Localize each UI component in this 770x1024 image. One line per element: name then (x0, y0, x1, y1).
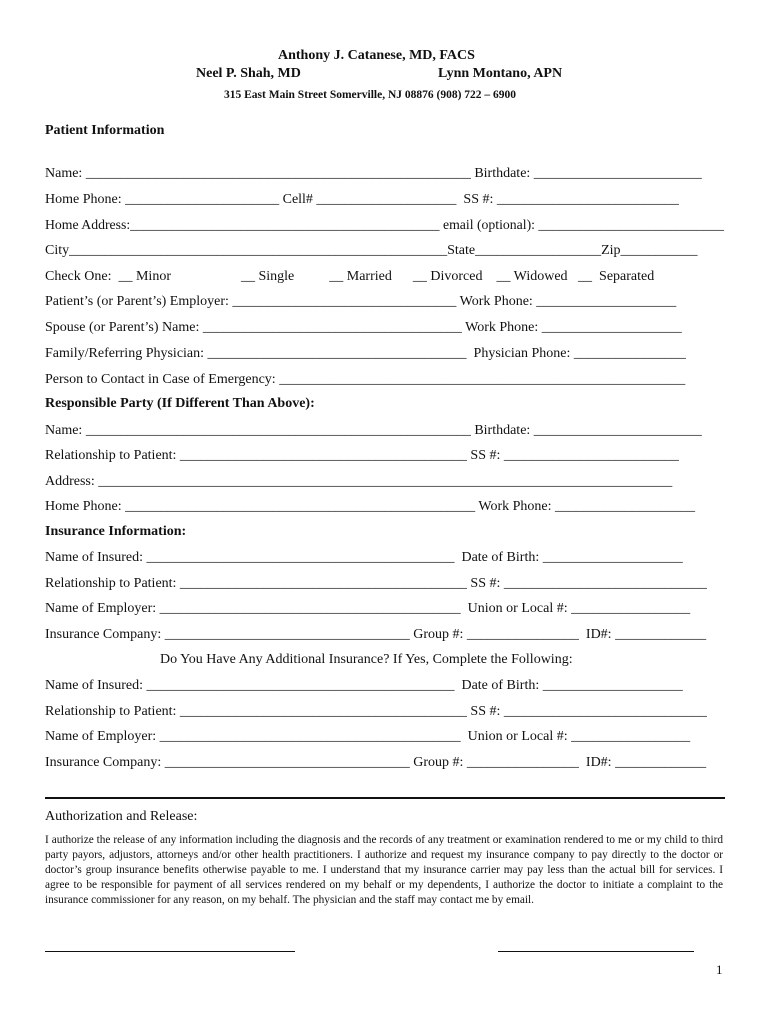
doctor-name-1: Anthony J. Catanese, MD, FACS (278, 48, 475, 63)
responsible-name-line[interactable]: Name: _______________________________________________________ Birthdate: ________________________ (45, 423, 702, 438)
insurance-section-title: Insurance Information: (45, 524, 187, 539)
insured-relationship-line[interactable]: Relationship to Patient: _________________________________________ SS #: _____________________________ (45, 576, 707, 591)
authorization-text: I authorize the release of any information including the diagnosis and the records of any treatment or examination rendered to me or my child to third party payors, adjustors, attorneys and/or other health practitioners. I authorize and request my insurance company to pay directly to the doctor or doctor’s group insurance benefits otherwise payable to me. I understand that my insurance carrier may pay less than the actual bill for services. I agree to be responsible for payment of all services rendered on my behalf or my dependents, I authorize the doctor to initiate a complaint to the insurance commissioner for any reason, on my behalf. The physician and the staff may contact me by email. (45, 834, 723, 906)
responsible-address-line[interactable]: Address: __________________________________________________________________________________ (45, 474, 673, 489)
patient-address-line[interactable]: Home Address:_____________________________________________ email (optional): ___________________________ (45, 217, 725, 232)
patient-section-title: Patient Information (45, 123, 165, 138)
page-number: 1 (716, 962, 723, 977)
section-divider (45, 797, 725, 799)
marital-status-line[interactable]: Check One: __ Minor __ Single __ Married __ Divorced __ Widowed __ Separated (45, 269, 655, 284)
doctor-name-3: Lynn Montano, APN (438, 66, 563, 81)
additional-insured-relationship-line[interactable]: Relationship to Patient: _________________________________________ SS #: _____________________________ (45, 704, 707, 719)
additional-insured-name-line[interactable]: Name of Insured: ____________________________________________ Date of Birth: ____________________ (45, 678, 683, 693)
signature-line[interactable] (45, 951, 295, 952)
doctor-name-2: Neel P. Shah, MD (196, 66, 301, 81)
insured-name-line[interactable]: Name of Insured: ____________________________________________ Date of Birth: ____________________ (45, 550, 683, 565)
practice-address: 315 East Main Street Somerville, NJ 08876 (908) 722 – 6900 (224, 89, 517, 101)
patient-employer-line[interactable]: Patient’s (or Parent’s) Employer: ________________________________ Work Phone: ____________________ (45, 294, 677, 309)
insured-employer-line[interactable]: Name of Employer: ___________________________________________ Union or Local #: _________________ (45, 601, 691, 616)
spouse-name-line[interactable]: Spouse (or Parent’s) Name: _____________________________________ Work Phone: ____________________ (45, 320, 682, 335)
insurance-company-line[interactable]: Insurance Company: ___________________________________ Group #: ________________ ID#: _____________ (45, 627, 707, 642)
referring-physician-line[interactable]: Family/Referring Physician: _____________________________________ Physician Phone: ________________ (45, 346, 686, 361)
date-line[interactable] (498, 951, 694, 952)
patient-city-line[interactable]: City______________________________________________________State__________________Zip___________ (45, 243, 698, 258)
responsible-relationship-line[interactable]: Relationship to Patient: _________________________________________ SS #: _________________________ (45, 448, 679, 463)
additional-insured-employer-line[interactable]: Name of Employer: ___________________________________________ Union or Local #: _________________ (45, 729, 691, 744)
emergency-contact-line[interactable]: Person to Contact in Case of Emergency: __________________________________________________________ (45, 372, 686, 387)
responsible-phone-line[interactable]: Home Phone: __________________________________________________ Work Phone: ____________________ (45, 499, 695, 514)
additional-insurance-prompt: Do You Have Any Additional Insurance? If Yes, Complete the Following: (160, 652, 573, 667)
authorization-title: Authorization and Release: (45, 809, 198, 824)
patient-name-line[interactable]: Name: _______________________________________________________ Birthdate: ________________________ (45, 166, 702, 181)
patient-phone-line[interactable]: Home Phone: ______________________ Cell# ____________________ SS #: __________________________ (45, 192, 679, 207)
additional-insurance-company-line[interactable]: Insurance Company: ___________________________________ Group #: ________________ ID#: _____________ (45, 755, 707, 770)
responsible-section-title: Responsible Party (If Different Than Above): (45, 396, 315, 411)
